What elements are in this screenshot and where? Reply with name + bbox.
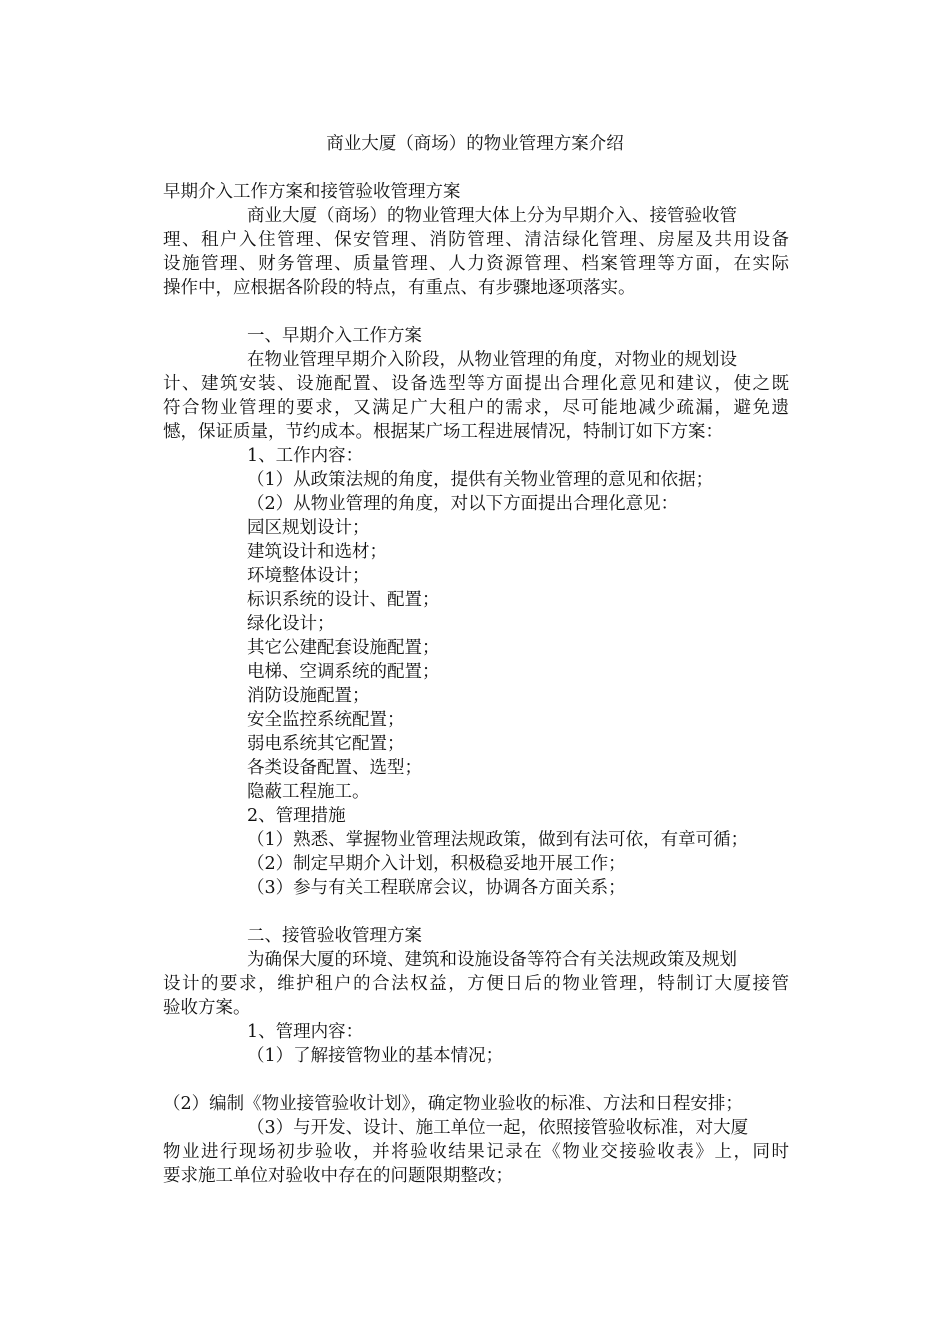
paragraph-line: 商业大厦（商场）的物业管理大体上分为早期介入、接管验收管 <box>247 206 737 226</box>
list-item: 园区规划设计； <box>247 518 370 538</box>
list-item: （2）编制《物业接管验收计划》，确定物业验收的标准、方法和日程安排； <box>163 1094 743 1114</box>
list-item: 隐蔽工程施工。 <box>247 782 370 802</box>
paragraph-line: 符合物业管理的要求，又满足广大租户的需求，尽可能地减少疏漏，避免遗 <box>163 398 789 418</box>
paragraph-line: 憾，保证质量，节约成本。根据某广场工程进展情况，特制订如下方案： <box>163 422 723 442</box>
paragraph-line: 在物业管理早期介入阶段，从物业管理的角度，对物业的规划设 <box>247 350 737 370</box>
list-item: 标识系统的设计、配置； <box>247 590 440 610</box>
list-item: 安全监控系统配置； <box>247 710 405 730</box>
subsection-heading: 2、管理措施 <box>247 806 346 826</box>
section-heading: 二、接管验收管理方案 <box>247 926 422 946</box>
list-item: 绿化设计； <box>247 614 335 634</box>
list-item: 消防设施配置； <box>247 686 370 706</box>
list-item: 弱电系统其它配置； <box>247 734 405 754</box>
document-title: 商业大厦（商场）的物业管理方案介绍 <box>326 134 624 154</box>
paragraph-line: （3）与开发、设计、施工单位一起，依照接管验收标准，对大厦 <box>247 1118 749 1138</box>
subsection-heading: 1、工作内容： <box>247 446 364 466</box>
list-item: 电梯、空调系统的配置； <box>247 662 440 682</box>
list-item: （3）参与有关工程联席会议，协调各方面关系； <box>247 878 626 898</box>
list-item: 其它公建配套设施配置； <box>247 638 440 658</box>
list-item: （1）熟悉、掌握物业管理法规政策，做到有法可依，有章可循； <box>247 830 749 850</box>
list-item: （1）了解接管物业的基本情况； <box>247 1046 504 1066</box>
list-item: （2）制定早期介入计划，积极稳妥地开展工作； <box>247 854 626 874</box>
paragraph-line: 验收方案。 <box>163 998 251 1018</box>
paragraph-line: 理、租户入住管理、保安管理、消防管理、清洁绿化管理、房屋及共用设备 <box>163 230 789 250</box>
section-heading: 一、早期介入工作方案 <box>247 326 422 346</box>
paragraph-line: 设施管理、财务管理、质量管理、人力资源管理、档案管理等方面，在实际 <box>163 254 789 274</box>
paragraph-line: 设计的要求，维护租户的合法权益，方便日后的物业管理，特制订大厦接管 <box>163 974 789 994</box>
paragraph-line: 为确保大厦的环境、建筑和设施设备等符合有关法规政策及规划 <box>247 950 737 970</box>
list-item: 环境整体设计； <box>247 566 370 586</box>
paragraph-line: 要求施工单位对验收中存在的问题限期整改； <box>163 1166 513 1186</box>
subsection-heading: 1、管理内容： <box>247 1022 364 1042</box>
list-item: 各类设备配置、选型； <box>247 758 422 778</box>
list-item: （1）从政策法规的角度，提供有关物业管理的意见和依据； <box>247 470 714 490</box>
paragraph-line: 计、建筑安装、设施配置、设备选型等方面提出合理化意见和建议，使之既 <box>163 374 789 394</box>
section-heading: 早期介入工作方案和接管验收管理方案 <box>163 182 461 202</box>
list-item: （2）从物业管理的角度，对以下方面提出合理化意见： <box>247 494 679 514</box>
list-item: 建筑设计和选材； <box>247 542 387 562</box>
paragraph-line: 物业进行现场初步验收，并将验收结果记录在《物业交接验收表》上，同时 <box>163 1142 789 1162</box>
paragraph-line: 操作中，应根据各阶段的特点，有重点、有步骤地逐项落实。 <box>163 278 636 298</box>
